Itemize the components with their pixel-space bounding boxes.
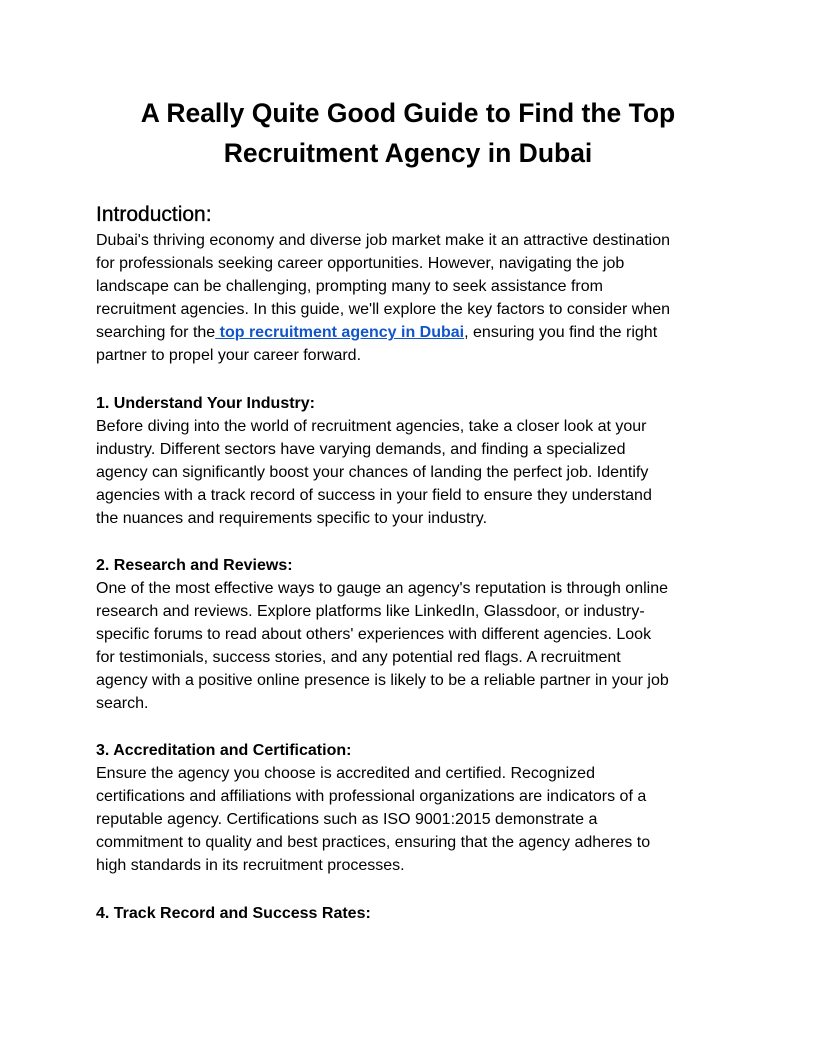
paragraph-line: landscape can be challenging, prompting many to seek assistance from	[96, 278, 603, 295]
link-line-before: searching for the	[96, 324, 216, 341]
document-title	[96, 93, 720, 173]
section-1-heading: 1. Understand Your Industry:	[96, 395, 315, 412]
introduction-heading: Introduction:	[96, 203, 212, 226]
paragraph-line: research and reviews. Explore platforms like LinkedIn, Glassdoor, or industry-	[96, 603, 645, 620]
section-4-heading: 4. Track Record and Success Rates:	[96, 905, 371, 922]
paragraph-line: partner to propel your career forward.	[96, 347, 362, 364]
section-2-paragraph	[96, 577, 669, 715]
paragraph-line: commitment to quality and best practices, ensuring that the agency adheres to	[96, 834, 651, 851]
section-3-heading: 3. Accreditation and Certification:	[96, 742, 352, 759]
paragraph-line: agency can significantly boost your chances of landing the perfect job. Identify	[96, 464, 649, 481]
paragraph-line: the nuances and requirements specific to your industry.	[96, 510, 488, 527]
recruitment-agency-link[interactable]: top recruitment agency in Dubai	[215, 324, 465, 341]
paragraph-line	[96, 321, 670, 344]
paragraph-line: Ensure the agency you choose is accredited and certified. Recognized	[96, 765, 595, 782]
paragraph-line: Before diving into the world of recruitment agencies, take a closer look at your	[96, 418, 647, 435]
introduction-paragraph	[96, 229, 670, 367]
section-3-paragraph	[96, 762, 650, 877]
title-line: Recruitment Agency in Dubai	[223, 138, 593, 168]
paragraph-line: high standards in its recruitment processes.	[96, 857, 405, 874]
paragraph-line: for testimonials, success stories, and any potential red flags. A recruitment	[96, 649, 621, 666]
link-line-after: , ensuring you find the right	[464, 324, 658, 341]
paragraph-line: reputable agency. Certifications such as ISO 9001:2015 demonstrate a	[96, 811, 598, 828]
paragraph-line: certifications and affiliations with professional organizations are indicators of a	[96, 788, 647, 805]
paragraph-line: agency with a positive online presence is likely to be a reliable partner in your job	[96, 672, 669, 689]
title-line: A Really Quite Good Guide to Find the Top	[140, 98, 676, 128]
paragraph-line: specific forums to read about others' experiences with different agencies. Look	[96, 626, 652, 643]
paragraph-line: industry. Different sectors have varying demands, and finding a specialized	[96, 441, 626, 458]
paragraph-line: agencies with a track record of success in your field to ensure they understand	[96, 487, 652, 504]
paragraph-line: for professionals seeking career opportunities. However, navigating the job	[96, 255, 625, 272]
section-2-heading: 2. Research and Reviews:	[96, 557, 293, 574]
paragraph-line: Dubai's thriving economy and diverse job market make it an attractive destination	[96, 232, 671, 249]
paragraph-line: One of the most effective ways to gauge an agency's reputation is through online	[96, 580, 669, 597]
paragraph-line: recruitment agencies. In this guide, we'll explore the key factors to consider when	[96, 301, 671, 318]
paragraph-line: search.	[96, 695, 149, 712]
section-1-paragraph	[96, 415, 652, 530]
